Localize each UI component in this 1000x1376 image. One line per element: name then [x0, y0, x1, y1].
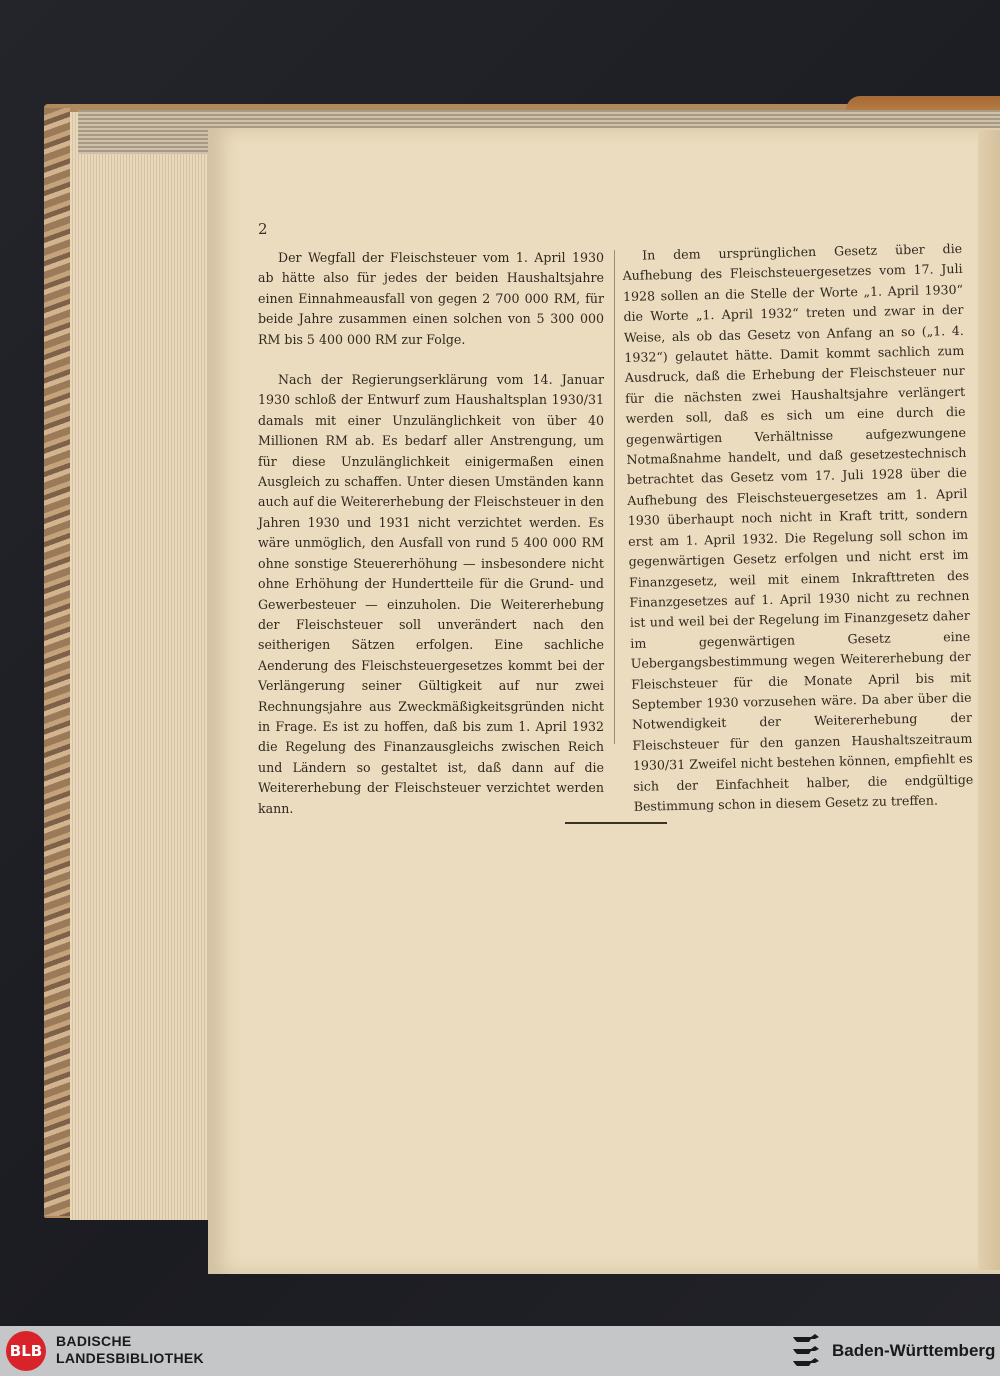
- blb-logo[interactable]: BLB: [6, 1331, 46, 1371]
- library-name-line2: LANDESBIBLIOTHEK: [56, 1350, 204, 1366]
- library-name-line1: BADISCHE: [56, 1333, 132, 1349]
- page-number: 2: [258, 220, 268, 238]
- paragraph: Nach der Regierungserklärung vom 14. Januar 1930 schloß der Entwurf zum Haushaltsplan 1930/31 damals mit einer Unzulänglichkeit von über 40 Millionen RM ab. Es bedarf aller Anstrengung, um für diese Unzulänglichkeit einigermaßen einen Ausgleich zu schaffen. Unter diesen Umständen kann auch auf die Weitererhebung der Fleischsteuer in den Jahren 1930 und 1931 nicht verzichtet werden. Es wäre unmöglich, den Ausfall von rund 5 400 000 RM ohne sonstige Steuererhöhung — insbesondere nicht ohne Erhöhung der Hundertteile für die Grund- und Gewerbesteuer — einzuholen. Die Weitererhebung der Fleischsteuer soll unverändert nach den seitherigen Sätzen erfolgen. Eine sachliche Aenderung des Fleischsteuergesetzes kommt bei der Verlängerung seiner Gültigkeit auf nur zwei Rechnungsjahre aus Zweckmäßigkeitsgründen nicht in Frage. Es ist zu hoffen, daß bis zum 1. April 1932 die Regelung des Finanzausgleichs zwischen Reich und Ländern so gestaltet ist, daß dann auf die Weitererhebung der Fleischsteuer verzichtet werden kann.: [258, 372, 604, 816]
- paragraph: Der Wegfall der Fleischsteuer vom 1. April 1930 ab hätte also für jedes der beiden Haushaltsjahre einen Einnahmeausfall von gegen 2 700 000 RM, für beide Jahre zusammen einen solchen von 5 300 000 RM bis 5 400 000 RM zur Folge.: [258, 250, 604, 347]
- page-right-edge: [978, 130, 1000, 1270]
- column-divider: [614, 250, 615, 744]
- end-rule: [565, 822, 667, 824]
- state-name[interactable]: Baden-Württemberg: [832, 1341, 996, 1360]
- library-name[interactable]: [56, 1333, 204, 1367]
- right-column: [622, 239, 974, 817]
- paragraph: In dem ursprünglichen Gesetz über die Aufhebung des Fleischsteuergesetzes vom 17. Juli 1928 sollen an die Stelle der Worte „1. April 1930“ die Worte „1. April 1932“ treten und zwar in der Weise, als ob das Gesetz von Anfang an so („1. 4. 1932“) gelautet hätte. Damit kommt sachlich zum Ausdruck, daß die Erhebung der Fleischsteuer nur für die nächsten zwei Haushaltsjahre verlängert werden soll, daß es sich um eine durch die gegenwärtigen Verhältnisse aufgezwungene Notmaßnahme handelt, und daß gesetzestechnisch betrachtet das Gesetz vom 17. Juli 1928 über die Aufhebung des Fleischsteuergesetzes am 1. April 1930 überhaupt noch nicht in Kraft tritt, sondern erst am 1. April 1932. Die Regelung soll schon im gegenwärtigen Gesetz erfolgen und nicht erst im Finanzgesetz, weil mit einem Inkrafttreten des Finanzgesetzes auf 1. April 1930 nicht zu rechnen ist und weil bei der Regelung im Finanzgesetz daher im gegenwärtigen Gesetz eine Uebergangsbestimmung wegen Weitererhebung der Fleischsteuer für die Monate April bis mit September 1930 vorzusehen wäre. Da aber über die Notwendigkeit der Weitererhebung der Fleischsteuer für den ganzen Haushaltszeitraum 1930/31 Zweifel nicht bestehen können, empfiehlt es sich der Einfachheit halber, die endgültige Bestimmung schon in diesem Gesetz zu treffen.: [622, 240, 974, 814]
- marbled-cover-edge: [44, 108, 70, 1216]
- left-column: [258, 248, 604, 819]
- lions-coat-of-arms-icon: [790, 1331, 822, 1371]
